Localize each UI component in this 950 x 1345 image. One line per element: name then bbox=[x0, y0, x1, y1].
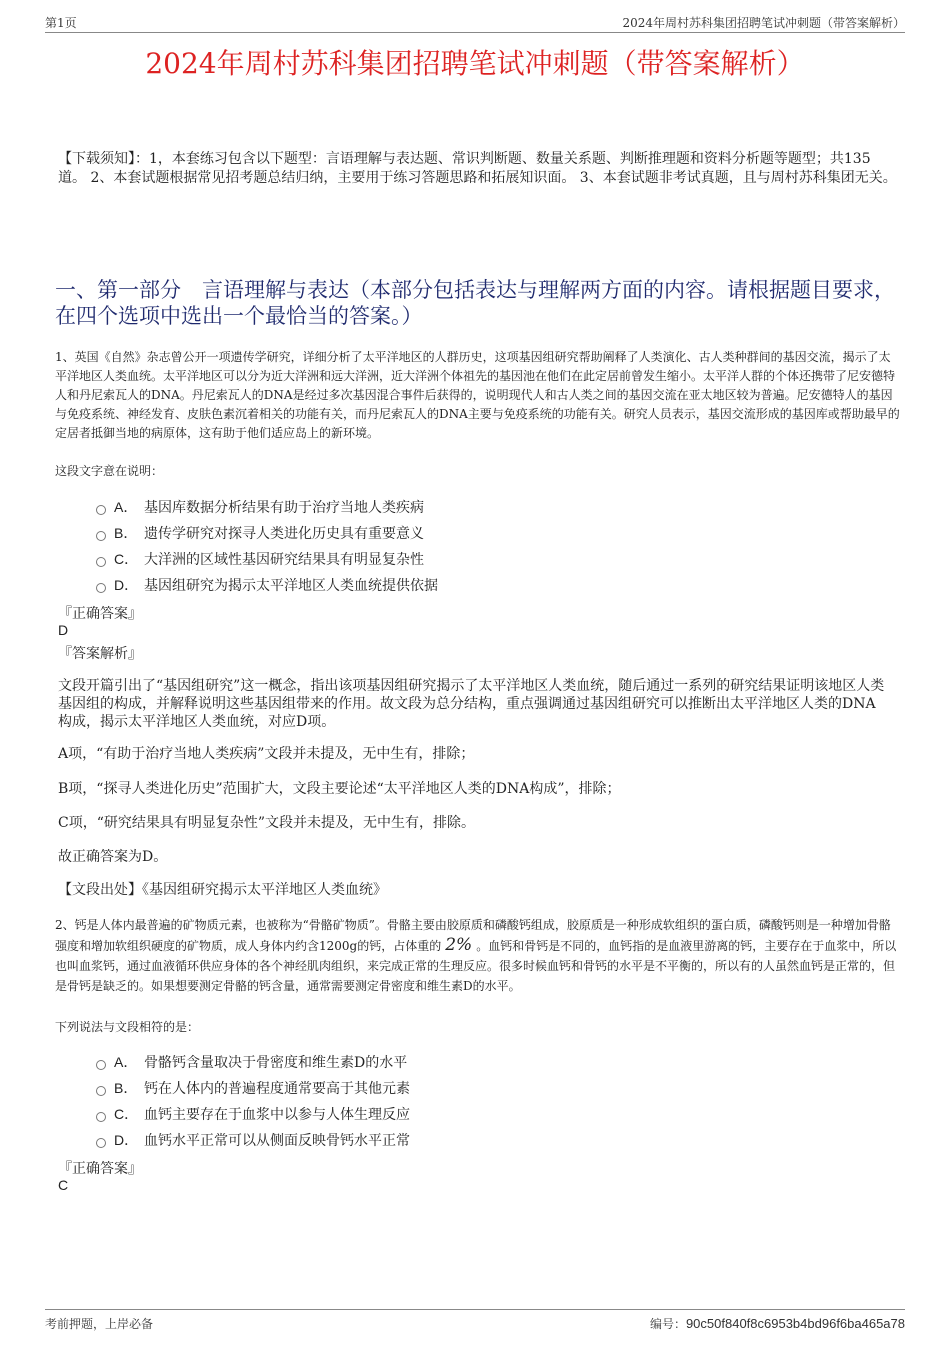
page-footer bbox=[45, 1309, 905, 1331]
q1-analysis-conclusion: 故正确答案为D。 bbox=[58, 849, 168, 865]
radio-icon[interactable] bbox=[96, 1086, 106, 1096]
radio-icon[interactable] bbox=[96, 531, 106, 541]
q2-answer-label: 『正确答案』 bbox=[58, 1161, 142, 1177]
q2-answer: C bbox=[58, 1177, 69, 1193]
q1-analysis-para: 文段开篇引出了“基因组研究”这一概念，指出该项基因组研究揭示了太平洋地区人类血统，随后通过一系列的研究结果证明该地区人类基因组的构成，并解释说明这些基因组带来的作用。故文段为总分结构，重点强调通过基因组研究可以推断出太平洋地区人类的DNA构成，揭示太平洋地区人类血统，对应D项。 bbox=[58, 678, 885, 730]
q1-analysis-b: B项，“探寻人类进化历史”范围扩大，文段主要论述“太平洋地区人类的DNA构成”，排除； bbox=[58, 781, 621, 797]
radio-icon[interactable] bbox=[96, 505, 106, 515]
radio-icon[interactable] bbox=[96, 583, 106, 593]
q1-passage: 1、英国《自然》杂志曾公开一项遗传学研究，详细分析了太平洋地区的人群历史，这项基因组研究帮助阐释了人类演化、古人类种群间的基因交流，揭示了太平洋地区人类血统。太平洋地区可以分为近大洋洲和远大洋洲，近大洋洲个体祖先的基因池在他们在此定居前曾发生缩小。太平洋人群的个体还携带了尼安德特人和丹尼索瓦人的DNA。丹尼索瓦人的DNA是经过多次基因混合事件后获得的，说明现代人和古人类之间的基因交流在亚太地区较为普遍。尼安德特人的基因与免疫系统、神经发育、皮肤色素沉着相关的功能有关，而丹尼索瓦人的DNA主要与免疫系统的功能有关。研究人员表示，基因交流形成的基因库或帮助最早的定居者抵御当地的病原体，这有助于他们适应岛上的新环境。 bbox=[55, 350, 900, 440]
radio-icon[interactable] bbox=[96, 557, 106, 567]
q1-analysis-a: A项，“有助于治疗当地人类疾病”文段并未提及，无中生有，排除； bbox=[58, 746, 475, 762]
page-header bbox=[45, 10, 905, 33]
q2-option-a[interactable]: A． 骨骼钙含量取决于骨密度和维生素D的水平 bbox=[96, 1052, 407, 1072]
section-heading: 一、第一部分 言语理解与表达（本部分包括表达与理解两方面的内容。请根据题目要求，在四个选项中选出一个最恰当的答案。） bbox=[55, 278, 895, 328]
q2-question: 下列说法与文段相符的是： bbox=[55, 1020, 200, 1034]
document-title: 2024年周村苏科集团招聘笔试冲刺题（带答案解析） bbox=[145, 47, 805, 80]
page-number: 第1页 bbox=[45, 16, 77, 30]
q1-option-d[interactable]: D． 基因组研究为揭示太平洋地区人类血统提供依据 bbox=[96, 575, 438, 595]
document-code: 编号：90c50f840f8c6953b4bd96f6ba465a78 bbox=[649, 1316, 905, 1331]
download-notice: 【下载须知】：1，本套练习包含以下题型：言语理解与表达题、常识判断题、数量关系题、判断推理题和资料分析题等题型；共135道。 2、本套试题根据常见招考题总结归纳，主要用于练习答题思路和拓展知识面。 3、本套试题非考试真题，且与周村苏科集团无关。 bbox=[58, 151, 897, 186]
q1-answer: D bbox=[58, 622, 69, 638]
q1-option-c[interactable]: C． 大洋洲的区域性基因研究结果具有明显复杂性 bbox=[96, 549, 424, 569]
q1-source: 【文段出处】《基因组研究揭示太平洋地区人类血统》 bbox=[58, 882, 387, 898]
q1-option-b[interactable]: B． 遗传学研究对探寻人类进化历史具有重要意义 bbox=[96, 523, 424, 543]
q1-answer-label: 『正确答案』 bbox=[58, 606, 142, 622]
radio-icon[interactable] bbox=[96, 1060, 106, 1070]
q2-option-b[interactable]: B． 钙在人体内的普遍程度通常要高于其他元素 bbox=[96, 1078, 410, 1098]
footer-slogan: 考前押题，上岸必备 bbox=[45, 1317, 154, 1331]
percent-value: 2% bbox=[445, 935, 473, 955]
q2-passage: 2、钙是人体内最普遍的矿物质元素，也被称为“骨骼矿物质”。骨骼主要由胶原质和磷酸钙组成，胶原质是一种形成软组织的蛋白质，磷酸钙则是一种增加骨骼强度和增加软组织硬度的矿物质，成人身体内约含1200g的钙，占体重的 2% 。血钙和骨钙是不同的，血钙指的是血液里游离的钙，主要存在于血浆中，所以也叫血浆钙，通过血液循环供应身体的各个神经肌肉组织，来完成正常的生理反应。很多时候血钙和骨钙的水平是不平衡的，所以有的人虽然血钙是正常的，但是骨钙是缺乏的。如果想要测定骨骼的钙含量，通常需要测定骨密度和维生素D的水平。 bbox=[55, 918, 897, 993]
q2-option-d[interactable]: D． 血钙水平正常可以从侧面反映骨钙水平正常 bbox=[96, 1130, 410, 1150]
q1-analysis-label: 『答案解析』 bbox=[58, 646, 142, 662]
q2-option-c[interactable]: C． 血钙主要存在于血浆中以参与人体生理反应 bbox=[96, 1104, 410, 1124]
q1-option-a[interactable]: A． 基因库数据分析结果有助于治疗当地人类疾病 bbox=[96, 497, 424, 517]
q1-question: 这段文字意在说明： bbox=[55, 464, 164, 478]
radio-icon[interactable] bbox=[96, 1112, 106, 1122]
q1-analysis-c: C项，“研究结果具有明显复杂性”文段并未提及，无中生有，排除。 bbox=[58, 815, 476, 831]
header-doc-title: 2024年周村苏科集团招聘笔试冲刺题（带答案解析） bbox=[622, 16, 905, 30]
radio-icon[interactable] bbox=[96, 1138, 106, 1148]
